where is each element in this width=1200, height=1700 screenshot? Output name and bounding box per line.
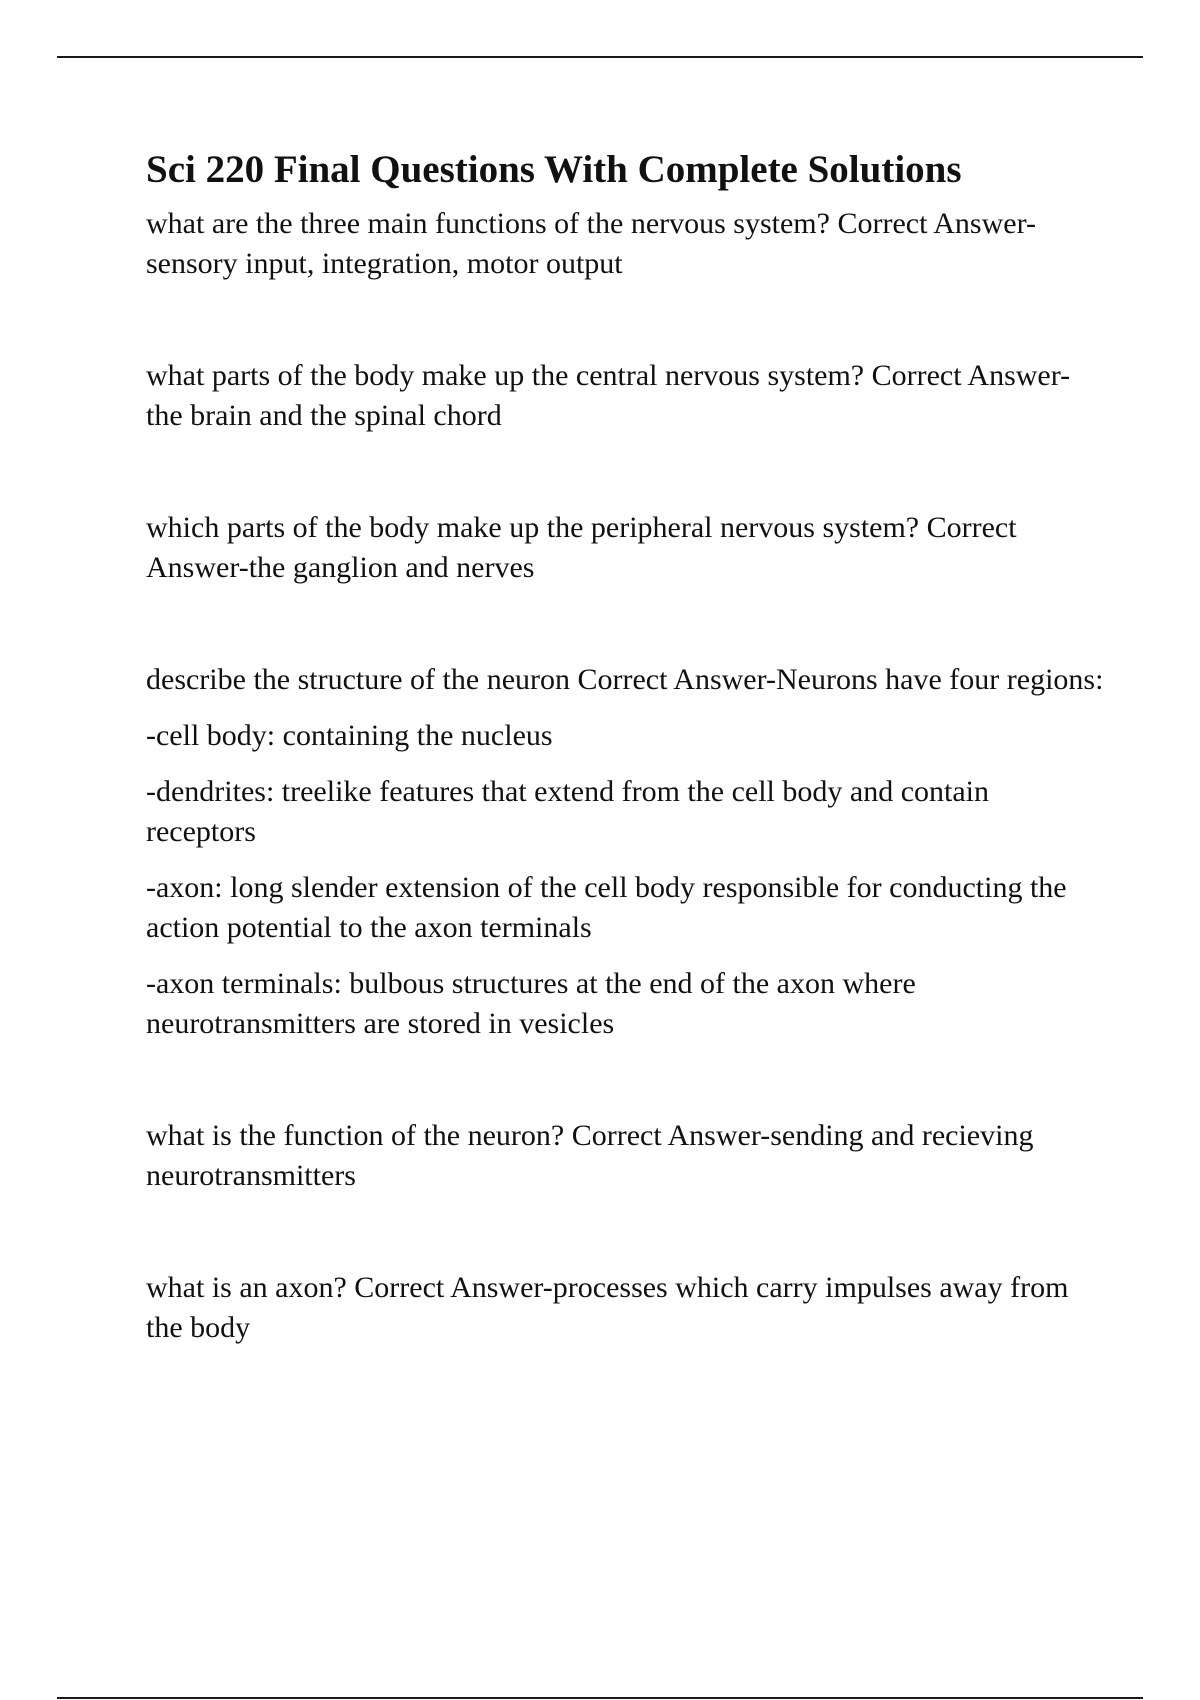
- qa-item-2: [146, 356, 1106, 436]
- qa-item-1: [146, 204, 1106, 284]
- qa-sub-point: -axon terminals: bulbous structures at the end of the axon where neurotransmitters are stored in vesicles: [146, 967, 916, 1040]
- qa-text: which parts of the body make up the peripheral nervous system? Correct Answer-the ganglion and nerves: [146, 511, 1017, 584]
- qa-item-3: [146, 508, 1106, 588]
- bottom-rule: [57, 1697, 1143, 1699]
- qa-text: what is the function of the neuron? Correct Answer-sending and recieving neurotransmitters: [146, 1119, 1034, 1192]
- qa-sub-point: -axon: long slender extension of the cell body responsible for conducting the action potential to the axon terminals: [146, 871, 1067, 944]
- qa-item-6: [146, 1268, 1106, 1348]
- qa-text: describe the structure of the neuron Correct Answer-Neurons have four regions:: [146, 663, 1104, 696]
- qa-sub-point: -dendrites: treelike features that extend from the cell body and contain receptors: [146, 775, 990, 848]
- top-rule: [57, 56, 1143, 58]
- qa-item-5: [146, 1116, 1106, 1196]
- qa-item-4: [146, 660, 1106, 1044]
- document-body: [146, 140, 1106, 1348]
- qa-text: what is an axon? Correct Answer-processes which carry impulses away from the body: [146, 1271, 1069, 1344]
- document-title: Sci 220 Final Questions With Complete Solutions: [146, 148, 962, 191]
- qa-text: what are the three main functions of the nervous system? Correct Answer-sensory input, integration, motor output: [146, 207, 1036, 280]
- qa-sub-point: -cell body: containing the nucleus: [146, 719, 553, 752]
- qa-text: what parts of the body make up the central nervous system? Correct Answer-the brain and the spinal chord: [146, 359, 1071, 432]
